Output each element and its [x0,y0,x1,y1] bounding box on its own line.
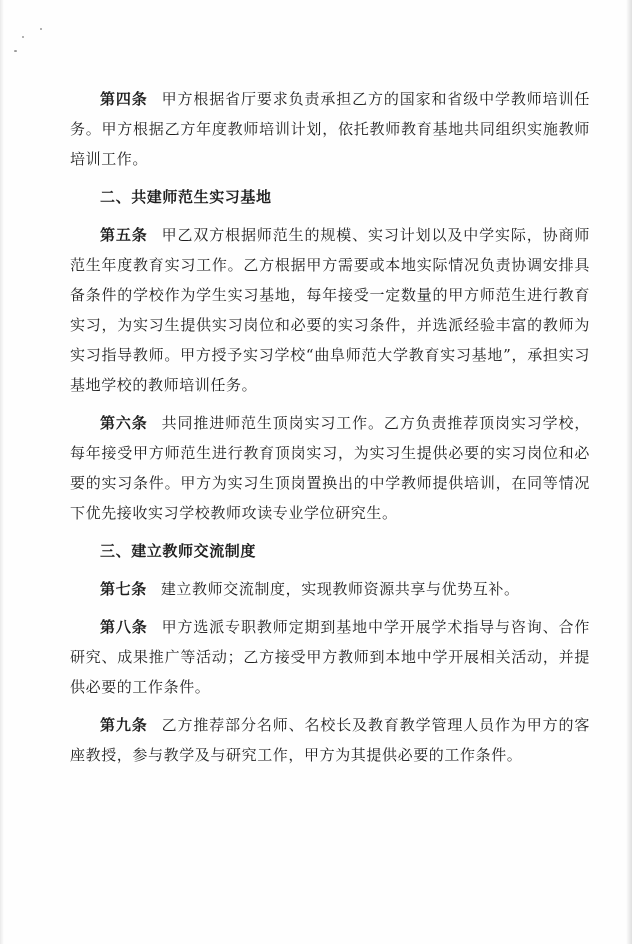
page-edge-shadow-left [0,0,4,944]
article-text: 甲乙双方根据师范生的规模、实习计划以及中学实际，协商师范生年度教育实习工作。乙方根据甲方需要或本地实际情况负责协调安排具备条件的学校作为学生实习基地，每年接受一定数量的甲方师范生进行教育实习，为实习生提供实习岗位和必要的实习条件，并选派经验丰富的教师为实习指导教师。甲方授予实习学校“曲阜师范大学教育实习基地”，承担实习基地学校的教师培训任务。 [70,226,591,394]
article-text: 共同推进师范生顶岗实习工作。乙方负责推荐顶岗实习学校，每年接受甲方师范生进行教育顶岗实习，为实习生提供必要的实习岗位和必要的实习条件。甲方为实习生顶岗置换出的中学教师提供培训，在同等情况下优先接收实习学校教师攻读专业学位研究生。 [70,414,591,522]
article-label: 第六条 [100,414,148,432]
article-6 [70,408,590,528]
section-heading-2: 二、共建师范生实习基地 [100,188,272,206]
scan-speck [14,50,17,52]
article-label: 第四条 [100,90,148,108]
article-text: 建立教师交流制度，实现教师资源共享与优势互补。 [160,580,520,598]
article-text: 甲方选派专职教师定期到基地中学开展学术指导与咨询、合作研究、成果推广等活动；乙方接受甲方教师到本地中学开展相关活动，并提供必要的工作条件。 [70,618,591,696]
scan-speck [40,28,42,30]
page-edge-shadow-right [626,0,632,944]
article-label: 第七条 [100,580,147,598]
article-5 [70,220,590,400]
article-text: 甲方根据省厅要求负责承担乙方的国家和省级中学教师培训任务。甲方根据乙方年度教师培训计划，依托教师教育基地共同组织实施教师培训工作。 [70,90,591,168]
scan-speck [22,36,24,38]
article-text: 乙方推荐部分名师、名校长及教育教学管理人员作为甲方的客座教授，参与教学及与研究工作，甲方为其提供必要的工作条件。 [70,716,591,764]
article-label: 第八条 [100,618,148,636]
article-4 [70,84,590,174]
document-body [70,84,590,778]
article-label: 第五条 [100,226,148,244]
article-9 [70,710,590,770]
article-7 [70,574,590,604]
section-heading-3: 三、建立教师交流制度 [100,542,257,560]
article-label: 第九条 [100,716,148,734]
article-8 [70,612,590,702]
